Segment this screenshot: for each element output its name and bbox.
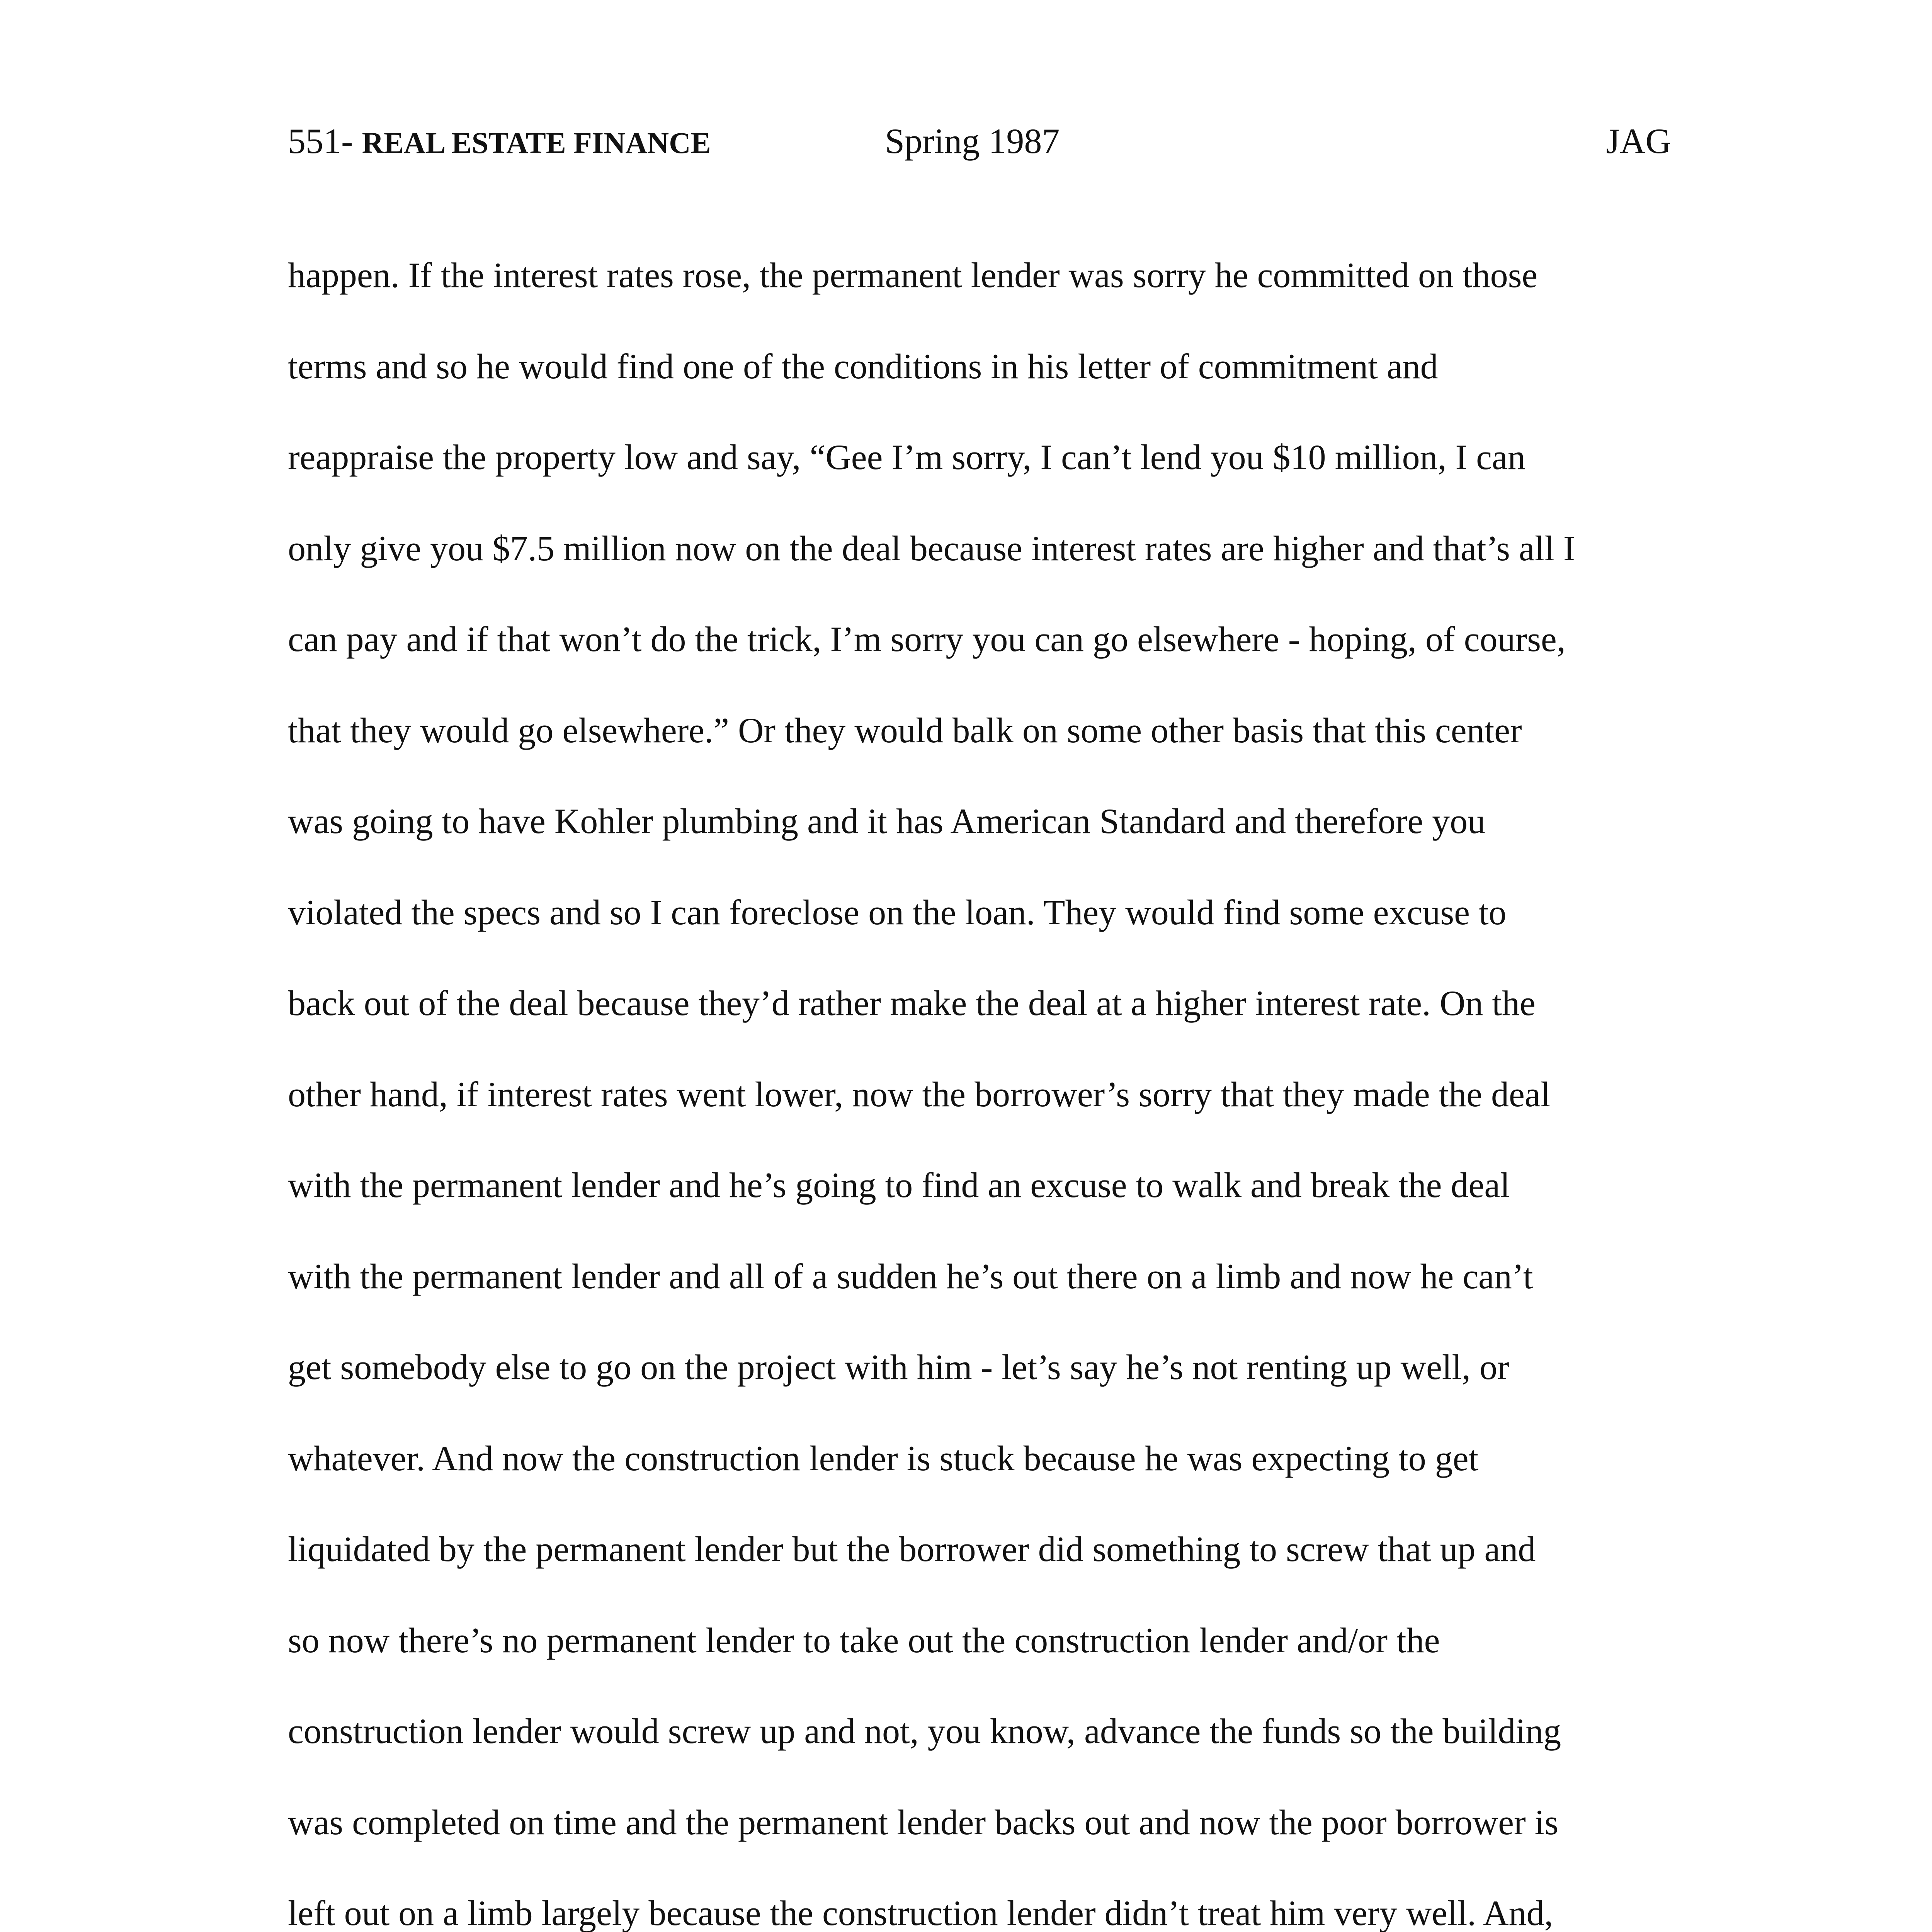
page-header bbox=[288, 112, 1671, 170]
text-line: was going to have Kohler plumbing and it has American Standard and therefore you bbox=[288, 801, 1486, 841]
text-line: construction lender would screw up and not, you know, advance the funds so the building bbox=[288, 1711, 1561, 1751]
course-title: REAL ESTATE FINANCE bbox=[362, 126, 711, 160]
text-line: only give you $7.5 million now on the deal because interest rates are higher and that’s all I bbox=[288, 528, 1575, 568]
course-number: 551- bbox=[288, 121, 362, 161]
transcript-body bbox=[288, 230, 1671, 1932]
text-line: liquidated by the permanent lender but the borrower did something to screw that up and bbox=[288, 1529, 1536, 1569]
text-line: happen. If the interest rates rose, the permanent lender was sorry he committed on those bbox=[288, 255, 1538, 295]
text-line: other hand, if interest rates went lower, now the borrower’s sorry that they made the deal bbox=[288, 1074, 1551, 1114]
header-course bbox=[288, 112, 711, 172]
header-term: Spring 1987 bbox=[885, 121, 1060, 161]
text-line: back out of the deal because they’d rather make the deal at a higher interest rate. On the bbox=[288, 983, 1536, 1023]
header-initials: JAG bbox=[1606, 121, 1671, 161]
text-line: whatever. And now the construction lender is stuck because he was expecting to get bbox=[288, 1438, 1479, 1478]
text-line: that they would go elsewhere.” Or they would balk on some other basis that this center bbox=[288, 710, 1522, 750]
text-line: get somebody else to go on the project with him - let’s say he’s not renting up well, or bbox=[288, 1347, 1509, 1387]
text-line: so now there’s no permanent lender to take out the construction lender and/or the bbox=[288, 1620, 1440, 1660]
text-line: terms and so he would find one of the conditions in his letter of commitment and bbox=[288, 346, 1438, 386]
text-line: was completed on time and the permanent lender backs out and now the poor borrower is bbox=[288, 1802, 1559, 1842]
text-line: left out on a limb largely because the construction lender didn’t treat him very well. And, bbox=[288, 1893, 1553, 1932]
text-line: with the permanent lender and he’s going to find an excuse to walk and break the deal bbox=[288, 1165, 1510, 1205]
text-line: can pay and if that won’t do the trick, I’m sorry you can go elsewhere - hoping, of course, bbox=[288, 619, 1566, 659]
text-line: violated the specs and so I can foreclose on the loan. They would find some excuse to bbox=[288, 892, 1507, 932]
text-line: with the permanent lender and all of a sudden he’s out there on a limb and now he can’t bbox=[288, 1256, 1533, 1296]
text-line: reappraise the property low and say, “Gee I’m sorry, I can’t lend you $10 million, I can bbox=[288, 437, 1526, 477]
